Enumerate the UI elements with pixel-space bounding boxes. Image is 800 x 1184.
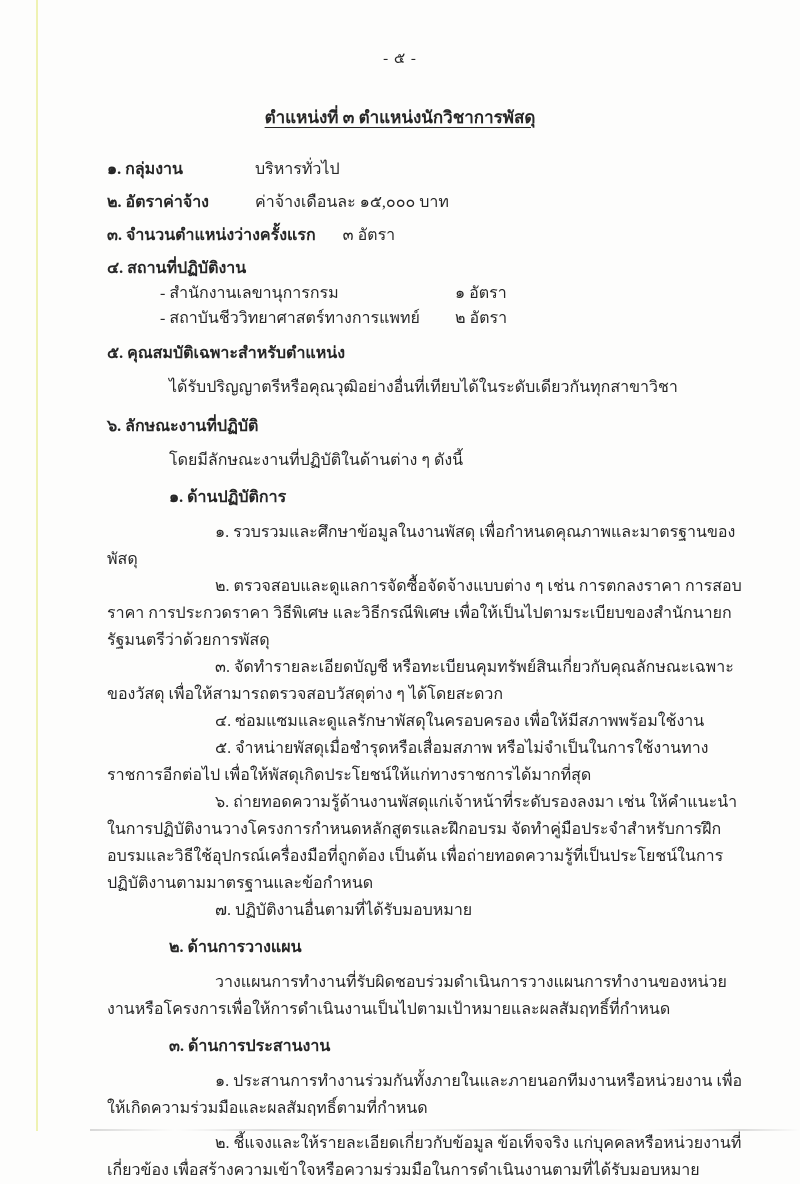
- location-item: [107, 282, 748, 306]
- section-heading-qualifications: ๕. คุณสมบัติเฉพาะสำหรับตำแหน่ง: [107, 345, 346, 362]
- duty-paragraph: ๒. ชี้แจงและให้รายละเอียดเกี่ยวกับข้อมูล ข้อเท็จจริง แก่บุคคลหรือหน่วยงานที่เกี่ยวข้อง เพื่อสร้างความเข้าใจหรือความร่วมมือในการดำเนินงานตามที่ได้รับมอบหมาย: [107, 1135, 742, 1179]
- location-name: - สถาบันชีววิทยาศาสตร์ทางการแพทย์: [160, 310, 420, 327]
- document-body: [107, 158, 748, 1184]
- duty-paragraph: ๑. ประสานการทำงานร่วมกันทั้งภายในและภายนอกทีมงานหรือหน่วยงาน เพื่อให้เกิดความร่วมมือและผลสัมฤทธิ์ตามที่กำหนด: [107, 1073, 743, 1117]
- field-value: ค่าจ้างเดือนละ ๑๕,๐๐๐ บาท: [255, 194, 449, 211]
- duty-paragraph: ๖. ถ่ายทอดความรู้ด้านงานพัสดุแก่เจ้าหน้าที่ระดับรองลงมา เช่น ให้คำแนะนำในการปฏิบัติงานวางโครงการกำหนดหลักสูตรและฝึกอบรม จัดทำคู่มือประจำสำหรับการฝึกอบรมและวิธีใช้อุปกรณ์เครื่องมือที่ถูกต้อง เป็นต้น เพื่อถ่ายทอดความรู้ที่เป็นประโยชน์ในการปฏิบัติงานตามมาตรฐานและข้อกำหนด: [107, 794, 738, 892]
- field-value: ๓ อัตรา: [342, 227, 396, 244]
- location-count: ๑ อัตรา: [455, 285, 507, 302]
- duty-paragraph: ๓. จัดทำรายละเอียดบัญชี หรือทะเบียนคุมทรัพย์สินเกี่ยวกับคุณลักษณะเฉพาะของวัสดุ เพื่อให้สามารถตรวจสอบวัสดุต่าง ๆ ได้โดยสะดวก: [107, 659, 734, 703]
- field-label: ๒. อัตราค่าจ้าง: [107, 194, 209, 211]
- document-title: [0, 104, 800, 131]
- duty-paragraph: วางแผนการทำงานที่รับผิดชอบร่วมดำเนินการวางแผนการทำงานของหน่วยงานหรือโครงการเพื่อให้การดำเนินงานเป็นไปตามเป้าหมายและผลสัมฤทธิ์ที่กำหนด: [107, 974, 727, 1018]
- field-label: ๑. กลุ่มงาน: [107, 161, 183, 178]
- location-name: - สำนักงานเลขานุการกรม: [160, 285, 339, 302]
- page-number: - ๕ -: [383, 51, 417, 67]
- section-heading-work-location: ๔. สถานที่ปฏิบัติงาน: [107, 260, 247, 277]
- duties-operations-paragraphs: [107, 519, 748, 924]
- field-row-wage: [107, 191, 748, 215]
- location-count: ๒ อัตรา: [455, 310, 508, 327]
- field-row-vacancies: [107, 224, 748, 248]
- subsection-heading-coordination: ๓. ด้านการประสานงาน: [169, 1038, 331, 1055]
- scan-artifact-left-line: [36, 0, 38, 1131]
- subsection-heading-planning: ๒. ด้านการวางแผน: [169, 939, 302, 956]
- field-row-work-group: [107, 158, 748, 182]
- section-heading-duties: ๖. ลักษณะงานที่ปฏิบัติ: [107, 418, 259, 435]
- duty-paragraph: ๑. รวบรวมและศึกษาข้อมูลในงานพัสดุ เพื่อกำหนดคุณภาพและมาตรฐานของพัสดุ: [107, 524, 736, 568]
- duties-coordination-paragraphs: [107, 1068, 748, 1184]
- subsection-heading-operations: ๑. ด้านปฏิบัติการ: [169, 489, 287, 506]
- duty-paragraph: ๗. ปฏิบัติงานอื่นตามที่ได้รับมอบหมาย: [215, 902, 473, 919]
- duty-paragraph: ๒. ตรวจสอบและดูแลการจัดซื้อจัดจ้างแบบต่าง ๆ เช่น การตกลงราคา การสอบราคา การประกวดราคา วิธีพิเศษ และวิธีกรณีพิเศษ เพื่อให้เป็นไปตามระเบียบของสำนักนายกรัฐมนตรีว่าด้วยการพัสดุ: [107, 578, 742, 649]
- qualification-text: ได้รับปริญญาตรีหรือคุณวุฒิอย่างอื่นที่เทียบได้ในระดับเดียวกันทุกสาขาวิชา: [169, 379, 678, 396]
- duties-planning-paragraphs: [107, 969, 748, 1023]
- location-item: [107, 307, 748, 331]
- duty-paragraph: ๕. จำหน่ายพัสดุเมื่อชำรุดหรือเสื่อมสภาพ หรือไม่จำเป็นในการใช้งานทางราชการอีกต่อไป เพื่อให้พัสดุเกิดประโยชน์ให้แก่ทางราชการได้มากที่สุด: [107, 740, 709, 784]
- duty-paragraph: ๔. ซ่อมแซมและดูแลรักษาพัสดุในครอบครอง เพื่อให้มีสภาพพร้อมใช้งาน: [215, 713, 705, 730]
- field-label: ๓. จำนวนตำแหน่งว่างครั้งแรก: [107, 227, 316, 244]
- duties-intro: โดยมีลักษณะงานที่ปฏิบัติในด้านต่าง ๆ ดังนี้: [169, 452, 464, 469]
- document-title-text: ตำแหน่งที่ ๓ ตำแหน่งนักวิชาการพัสดุ: [264, 108, 536, 127]
- field-value: บริหารทั่วไป: [255, 161, 340, 178]
